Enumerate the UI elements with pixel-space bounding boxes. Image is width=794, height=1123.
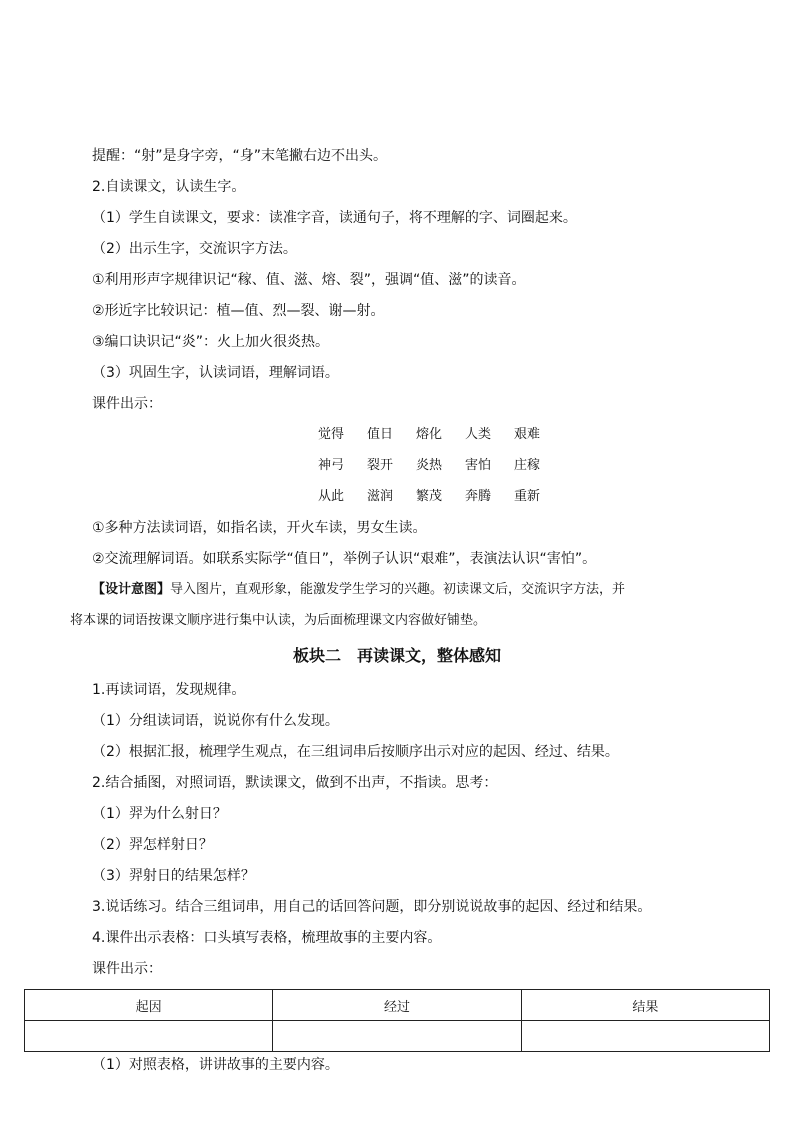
table-header-result: 结果 (521, 990, 769, 1021)
vocab-word: 害怕 (465, 458, 492, 473)
vocab-word: 人类 (465, 427, 492, 442)
vocab-row-3 (318, 487, 563, 507)
courseware-label-2: 课件出示： (92, 961, 162, 977)
vocab-word: 庄稼 (514, 458, 541, 473)
method1-line: ①利用形声字规律识记“稼、值、滋、熔、裂”，强调“值、滋”的读音。 (92, 272, 526, 288)
read-ways-line: ①多种方法读词语，如指名读，开火车读，男女生读。 (92, 520, 427, 536)
method2-line: ②形近字比较识记：植—值、烈—裂、谢—射。 (92, 303, 385, 319)
story-table (24, 989, 770, 1052)
q2-line: （2）羿怎样射日？ (92, 837, 213, 853)
vocab-word: 裂开 (367, 458, 394, 473)
reminder-line: 提醒：“射”是身字旁，“身”末笔撇右边不出头。 (92, 148, 388, 164)
vocab-word: 神弓 (318, 458, 345, 473)
vocab-word: 值日 (367, 427, 394, 442)
design-intent-label: 【设计意图】 (92, 582, 171, 597)
vocab-word: 滋润 (367, 489, 394, 504)
design-intent-text-2: 将本课的词语按课文顺序进行集中认读，为后面梳理课文内容做好铺垫。 (70, 613, 487, 628)
s2-line: 2.结合插图，对照词语，默读课文，做到不出声，不指读。思考： (92, 775, 498, 791)
table-cell-empty (25, 1021, 273, 1052)
method3-line: ③编口诀识记“炎”：火上加火很炎热。 (92, 334, 330, 350)
s1-2-line: （2）根据汇报，梳理学生观点，在三组词串后按顺序出示对应的起因、经过、结果。 (92, 744, 619, 760)
design-intent (92, 580, 752, 600)
step2-2-line: （2）出示生字，交流识字方法。 (92, 241, 297, 257)
design-intent-text-1: 导入图片，直观形象，能激发学生学习的兴趣。初读课文后，交流识字方法，并 (170, 582, 626, 597)
q1-line: （1）羿为什么射日？ (92, 806, 227, 822)
vocab-word: 重新 (514, 489, 541, 504)
s1-line: 1.再读词语，发现规律。 (92, 682, 246, 698)
vocab-word: 奔腾 (465, 489, 492, 504)
vocab-word: 炎热 (416, 458, 443, 473)
courseware-label-1: 课件出示： (92, 396, 162, 412)
table-header-row (25, 990, 770, 1021)
step2-1-line: （1）学生自读课文，要求：读准字音，读通句子，将不理解的字、词圈起来。 (92, 210, 577, 226)
table-cell-empty (273, 1021, 521, 1052)
vocab-row-2 (318, 456, 563, 476)
q3-line: （3）羿射日的结果怎样？ (92, 868, 255, 884)
vocab-word: 艰难 (514, 427, 541, 442)
vocab-word: 熔化 (416, 427, 443, 442)
s1-1-line: （1）分组读词语，说说你有什么发现。 (92, 713, 339, 729)
vocab-word: 从此 (318, 489, 345, 504)
section-heading: 板块二 再读课文，整体感知 (292, 646, 501, 665)
s4-line: 4.课件出示表格：口头填写表格，梳理故事的主要内容。 (92, 930, 442, 946)
vocab-word: 觉得 (318, 427, 345, 442)
after-table-line: （1）对照表格，讲讲故事的主要内容。 (92, 1057, 339, 1073)
table-header-process: 经过 (273, 990, 521, 1021)
understand-line: ②交流理解词语。如联系实际学“值日”，举例子认识“艰难”，表演法认识“害怕”。 (92, 551, 597, 567)
table-cell-empty (521, 1021, 769, 1052)
vocab-row-1 (318, 425, 563, 445)
s3-line: 3.说话练习。结合三组词串，用自己的话回答问题，即分别说说故事的起因、经过和结果。 (92, 899, 652, 915)
table-header-cause: 起因 (25, 990, 273, 1021)
step2-3-line: （3）巩固生字，认读词语，理解词语。 (92, 365, 339, 381)
step2-line: 2.自读课文，认读生字。 (92, 179, 246, 195)
vocab-word: 繁茂 (416, 489, 443, 504)
table-row (25, 1021, 770, 1052)
